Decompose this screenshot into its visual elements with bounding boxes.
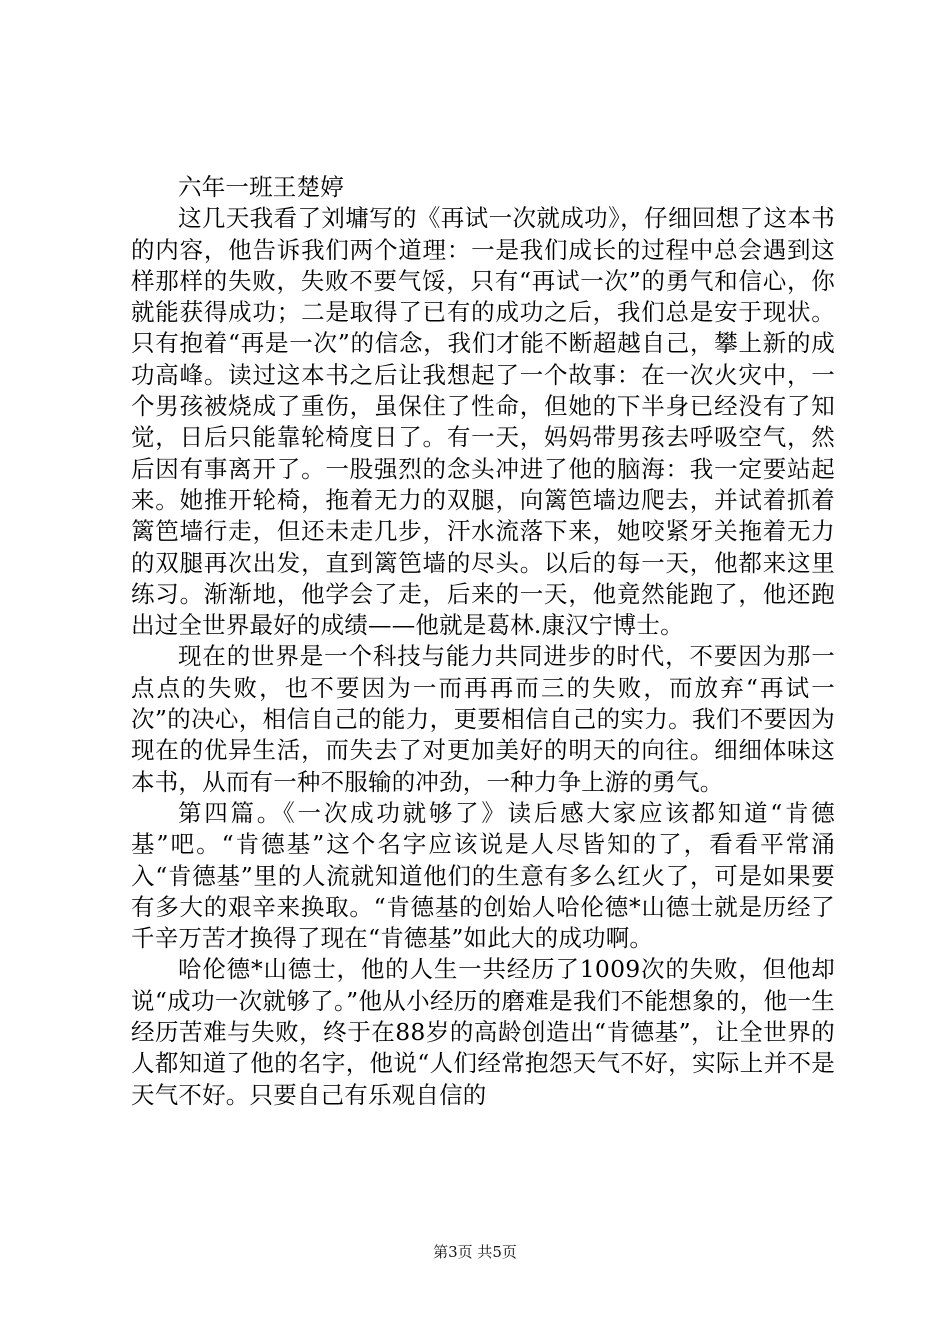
paragraph: 哈伦德*山德士，他的人生一共经历了1009次的失败，但他却说“成功一次就够了。”他从小经历的磨难是我们不能想象的，他一生经历苦难与失败，终于在88岁的高龄创造出“肯德基”，让全世界的人都知道了他的名字，他说“人们经常抱怨天气不好，实际上并不是天气不好。只要自己有乐观自信的 bbox=[131, 955, 835, 1109]
paragraph: 第四篇。《一次成功就够了》读后感大家应该都知道“肯德基”吧。“肯德基”这个名字应该说是人尽皆知的了，看看平常涌入“肯德基”里的人流就知道他们的生意有多么红火了，可是如果要有多大的艰辛来换取。“肯德基的创始人哈伦德*山德士就是历经了千辛万苦才换得了现在“肯德基”如此大的成功啊。 bbox=[131, 798, 835, 953]
paragraph: 现在的世界是一个科技与能力共同进步的时代，不要因为那一点点的失败，也不要因为一而再再而三的失败，而放弃“再试一次”的决心，相信自己的能力，更要相信自己的实力。我们不要因为现在的优异生活，而失去了对更加美好的明天的向往。细细体味这本书，从而有一种不服输的冲劲，一种力争上游的勇气。 bbox=[131, 642, 835, 796]
paragraph: 这几天我看了刘墉写的《再试一次就成功》，仔细回想了这本书的内容，他告诉我们两个道理：一是我们成长的过程中总会遇到这样那样的失败，失败不要气馁，只有“再试一次”的勇气和信心，你就能获得成功；二是取得了已有的成功之后，我们总是安于现状。只有抱着“再是一次”的信念，我们才能不断超越自己，攀上新的成功高峰。读过这本书之后让我想起了一个故事：在一次火灾中，一个男孩被烧成了重伤，虽保住了性命，但她的下半身已经没有了知觉，日后只能靠轮椅度日了。有一天，妈妈带男孩去呼吸空气，然后因有事离开了。一股强烈的念头冲进了他的脑海：我一定要站起来。她推开轮椅，拖着无力的双腿，向篱笆墙边爬去，并试着抓着篱笆墙行走，但还未走几步，汗水流落下来，她咬紧牙关拖着无力的双腿再次出发，直到篱笆墙的尽头。以后的每一天，他都来这里练习。渐渐地，他学会了走，后来的一天，他竟然能跑了，他还跑出过全世界最好的成绩——他就是葛林.康汉宁博士。 bbox=[131, 204, 835, 640]
document-body bbox=[131, 172, 835, 1111]
page-footer: 第3页 共5页 bbox=[433, 1243, 517, 1261]
author-line: 六年一班王楚婷 bbox=[178, 173, 344, 201]
